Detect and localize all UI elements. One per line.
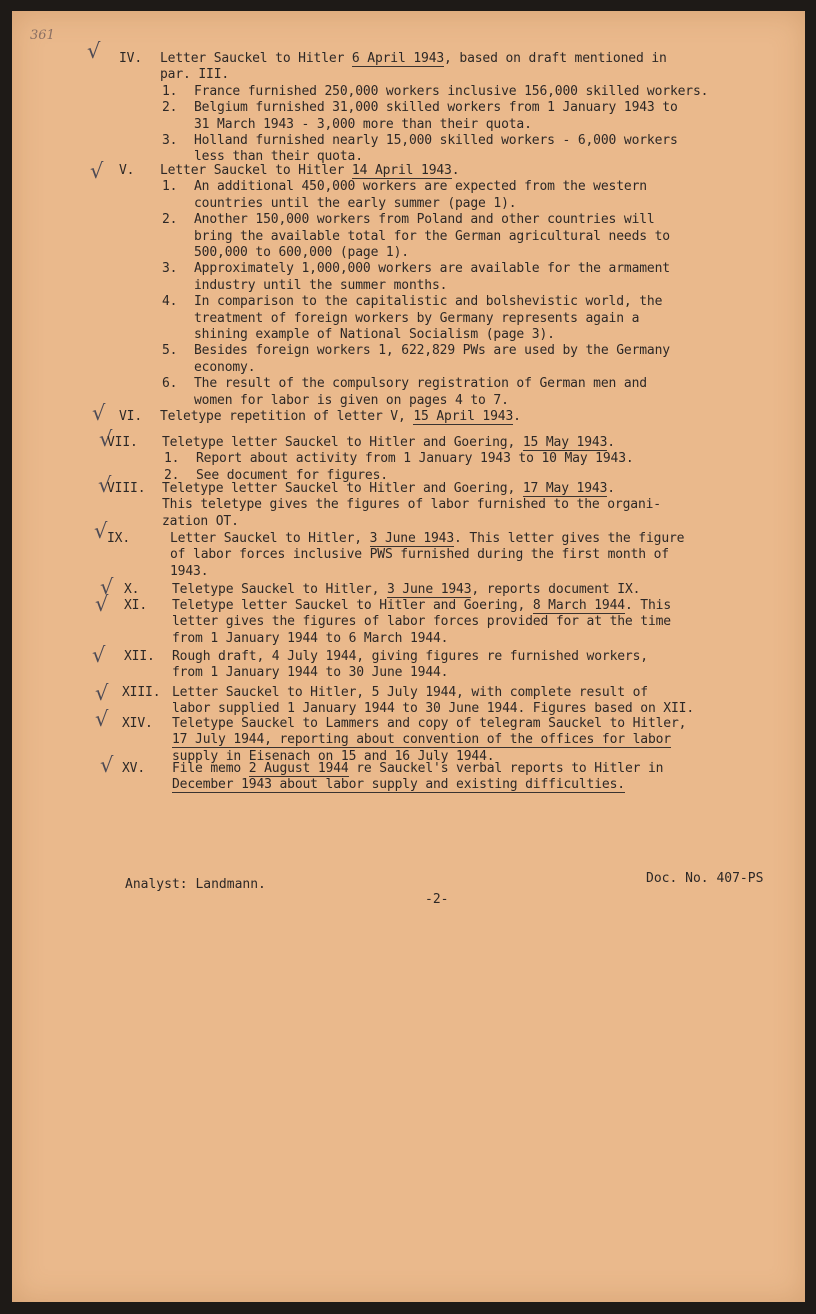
sub-item-text-line xyxy=(194,278,447,294)
item-text-line xyxy=(172,665,448,681)
check-mark-icon: √ xyxy=(98,473,112,497)
text-segment: women for labor is given on pages 4 to 7. xyxy=(194,392,509,408)
item-number: IX. xyxy=(107,531,131,546)
page-number: -2- xyxy=(425,892,449,907)
item-text-line xyxy=(170,547,669,563)
item-number: VII. xyxy=(107,435,138,450)
text-segment: Letter Sauckel to Hitler, 5 July 1944, with complete result of xyxy=(172,685,648,700)
item-text-line xyxy=(162,497,661,513)
text-segment: 15 April 1943 xyxy=(413,409,514,424)
sub-item-text-line xyxy=(194,229,670,245)
check-mark-icon: √ xyxy=(90,159,104,183)
sub-item-text-line xyxy=(194,84,708,100)
item-text-line xyxy=(172,649,648,665)
text-segment: Teletype letter Sauckel to Hitler and Goering, xyxy=(162,435,523,450)
text-segment: Teletype letter Sauckel to Hitler and Goering, xyxy=(162,481,523,496)
text-segment: less than their quota. xyxy=(194,149,363,165)
sub-item-text-line xyxy=(194,261,670,277)
text-segment: This teletype gives the figures of labor furnished to the organi- xyxy=(162,497,661,513)
item-text-line xyxy=(172,761,663,777)
sub-item-text-line xyxy=(194,133,678,149)
sub-item-text-line xyxy=(194,212,655,228)
text-segment: 8 March 1944 xyxy=(532,598,625,613)
text-segment: par. III. xyxy=(160,67,230,83)
check-mark-icon: √ xyxy=(92,643,106,667)
item-text-line xyxy=(172,701,694,717)
text-segment: . xyxy=(607,435,615,450)
text-segment: 17 May 1943 xyxy=(522,481,608,496)
text-segment: Report about activity from 1 January 1943 to 10 May 1943. xyxy=(196,451,634,467)
text-segment: 14 April 1943 xyxy=(351,163,452,178)
text-segment: industry until the summer months. xyxy=(194,277,448,293)
sub-item-text-line xyxy=(194,327,555,343)
item-text-line xyxy=(172,732,671,748)
text-segment: , reports document IX. xyxy=(471,582,641,597)
sub-item-number: 1. xyxy=(162,83,178,99)
text-segment: Holland furnished nearly 15,000 skilled workers - 6,000 workers xyxy=(194,133,678,148)
sub-item-number: 4. xyxy=(162,294,178,310)
item-text-line xyxy=(172,614,671,630)
text-segment: Belgium furnished 31,000 skilled workers from 1 January 1943 to xyxy=(194,100,678,116)
item-number: VI. xyxy=(119,409,143,424)
check-mark-icon: √ xyxy=(92,401,106,425)
item-text-line xyxy=(172,777,625,793)
check-mark-icon: √ xyxy=(87,39,101,63)
item-text-line xyxy=(160,163,459,179)
sub-item-number: 3. xyxy=(162,261,178,277)
text-segment: . xyxy=(513,409,521,424)
item-number: XV. xyxy=(122,761,146,776)
text-segment: Teletype repetition of letter V, xyxy=(160,409,414,424)
text-segment: 3 June 1943 xyxy=(369,531,455,546)
text-segment: 500,000 to 600,000 (page 1). xyxy=(194,245,409,260)
item-text-line xyxy=(162,435,615,451)
text-segment: Letter Sauckel to Hitler xyxy=(160,163,352,178)
check-mark-icon: √ xyxy=(95,681,109,705)
text-segment: . xyxy=(451,163,460,178)
text-segment: See document for figures. xyxy=(196,467,388,483)
sub-item-text-line xyxy=(196,451,634,467)
text-segment: from 1 January 1944 to 6 March 1944. xyxy=(172,630,449,646)
text-segment: countries until the early summer (page 1). xyxy=(194,195,517,211)
check-mark-icon: √ xyxy=(95,592,109,616)
sub-item-number: 3. xyxy=(162,133,178,148)
text-segment: treatment of foreign workers by Germany represents again a xyxy=(194,310,640,326)
item-number: XI. xyxy=(124,598,148,613)
item-text-line xyxy=(162,514,239,530)
text-segment: Rough draft, 4 July 1944, giving figures re furnished workers, xyxy=(172,649,648,664)
sub-item-number: 1. xyxy=(164,451,180,467)
sub-item-number: 2. xyxy=(164,467,180,483)
sub-item-text-line xyxy=(194,360,255,376)
text-segment: Approximately 1,000,000 workers are available for the armament xyxy=(194,261,670,277)
text-segment: labor supplied 1 January 1944 to 30 June 1944. Figures based on XII. xyxy=(172,701,695,717)
sub-item-text-line xyxy=(194,100,678,116)
document-page xyxy=(12,11,805,1302)
text-segment: Teletype Sauckel to Lammers and copy of telegram Sauckel to Hitler, xyxy=(172,716,687,731)
text-segment: In comparison to the capitalistic and bolshevistic world, the xyxy=(194,294,663,310)
item-number: V. xyxy=(119,163,135,178)
sub-item-number: 6. xyxy=(162,376,178,392)
text-segment: bring the available total for the German agricultural needs to xyxy=(194,228,670,244)
sub-item-text-line xyxy=(194,245,409,261)
sub-item-text-line xyxy=(194,393,509,409)
text-segment: of labor forces inclusive PWS furnished during the first month of xyxy=(170,547,669,563)
item-number: XIII. xyxy=(122,685,161,700)
check-mark-icon: √ xyxy=(100,575,114,599)
text-segment: letter gives the figures of labor forces provided for at the time xyxy=(172,614,671,630)
item-text-line xyxy=(160,67,229,83)
text-segment: Besides foreign workers 1, 622,829 PWs are used by the Germany xyxy=(194,343,670,359)
item-text-line xyxy=(162,481,615,497)
text-segment: 15 May 1943 xyxy=(522,435,608,450)
item-text-line xyxy=(172,598,671,614)
text-segment: re Sauckel's verbal reports to Hitler in xyxy=(348,761,664,776)
item-text-line xyxy=(160,51,667,67)
text-segment: about labor supply and existing difficulties. xyxy=(271,777,625,793)
text-segment: France furnished 250,000 workers inclusive 156,000 skilled workers. xyxy=(194,83,709,99)
sub-item-text-line xyxy=(194,117,532,133)
analyst-line: Analyst: Landmann. xyxy=(125,877,266,892)
sub-item-text-line xyxy=(194,376,647,392)
item-text-line xyxy=(172,631,448,647)
text-segment: December 1943 xyxy=(172,777,272,793)
text-segment: . xyxy=(607,481,615,496)
text-segment: , based on draft mentioned in xyxy=(444,51,667,66)
text-segment: File memo xyxy=(172,761,249,776)
document-number: Doc. No. 407-PS xyxy=(646,871,764,886)
item-number: X. xyxy=(124,582,140,597)
sub-item-number: 5. xyxy=(162,343,178,359)
text-segment: Teletype Sauckel to Hitler, xyxy=(172,582,387,597)
text-segment: Teletype letter Sauckel to Hitler and Goering, xyxy=(172,598,533,613)
text-segment: Letter Sauckel to Hitler, xyxy=(170,531,370,546)
sub-item-text-line xyxy=(194,196,516,212)
text-segment: economy. xyxy=(194,359,256,375)
item-text-line xyxy=(172,685,648,701)
sub-item-number: 1. xyxy=(162,179,178,195)
check-mark-icon: √ xyxy=(100,753,114,777)
item-text-line xyxy=(172,582,640,598)
corner-note: 361 xyxy=(30,28,55,43)
text-segment: 17 July 1944 xyxy=(172,732,265,748)
text-segment: 1943. xyxy=(170,563,209,579)
check-mark-icon: √ xyxy=(95,707,109,731)
check-mark-icon: √ xyxy=(99,427,113,451)
item-text-line xyxy=(172,716,686,732)
item-number: XIV. xyxy=(122,716,153,731)
text-segment: . This xyxy=(624,598,671,613)
text-segment: 2 August 1944 xyxy=(248,761,349,776)
sub-item-text-line xyxy=(194,311,639,327)
sub-item-number: 2. xyxy=(162,212,178,228)
text-segment: Letter Sauckel to Hitler xyxy=(160,51,352,66)
item-number: VIII. xyxy=(107,481,146,496)
text-segment: The result of the compulsory registration of German men and xyxy=(194,376,647,392)
text-segment: from 1 January 1944 to 30 June 1944. xyxy=(172,665,449,681)
sub-item-text-line xyxy=(194,179,647,195)
text-segment: zation OT. xyxy=(162,513,239,529)
item-text-line xyxy=(160,409,521,425)
text-segment: 6 April 1943 xyxy=(351,51,445,66)
text-segment: Another 150,000 workers from Poland and other countries will xyxy=(194,212,655,228)
item-text-line xyxy=(170,564,208,580)
text-segment: supply in Eisenach on 15 and 16 July 1944. xyxy=(172,748,495,764)
sub-item-number: 2. xyxy=(162,100,178,116)
text-segment: , reporting about convention of the offices for labor xyxy=(264,732,671,748)
text-segment: 3 June 1943 xyxy=(386,582,472,597)
item-number: IV. xyxy=(119,51,143,66)
text-segment: An additional 450,000 workers are expected from the western xyxy=(194,179,647,195)
item-number: XII. xyxy=(124,649,155,664)
sub-item-text-line xyxy=(194,294,662,310)
item-text-line xyxy=(170,531,684,547)
text-segment: 31 March 1943 - 3,000 more than their quota. xyxy=(194,116,532,132)
text-segment: shining example of National Socialism (page 3). xyxy=(194,327,555,342)
check-mark-icon: √ xyxy=(94,519,108,543)
text-segment: . This letter gives the figure xyxy=(454,531,685,546)
sub-item-text-line xyxy=(194,343,670,359)
